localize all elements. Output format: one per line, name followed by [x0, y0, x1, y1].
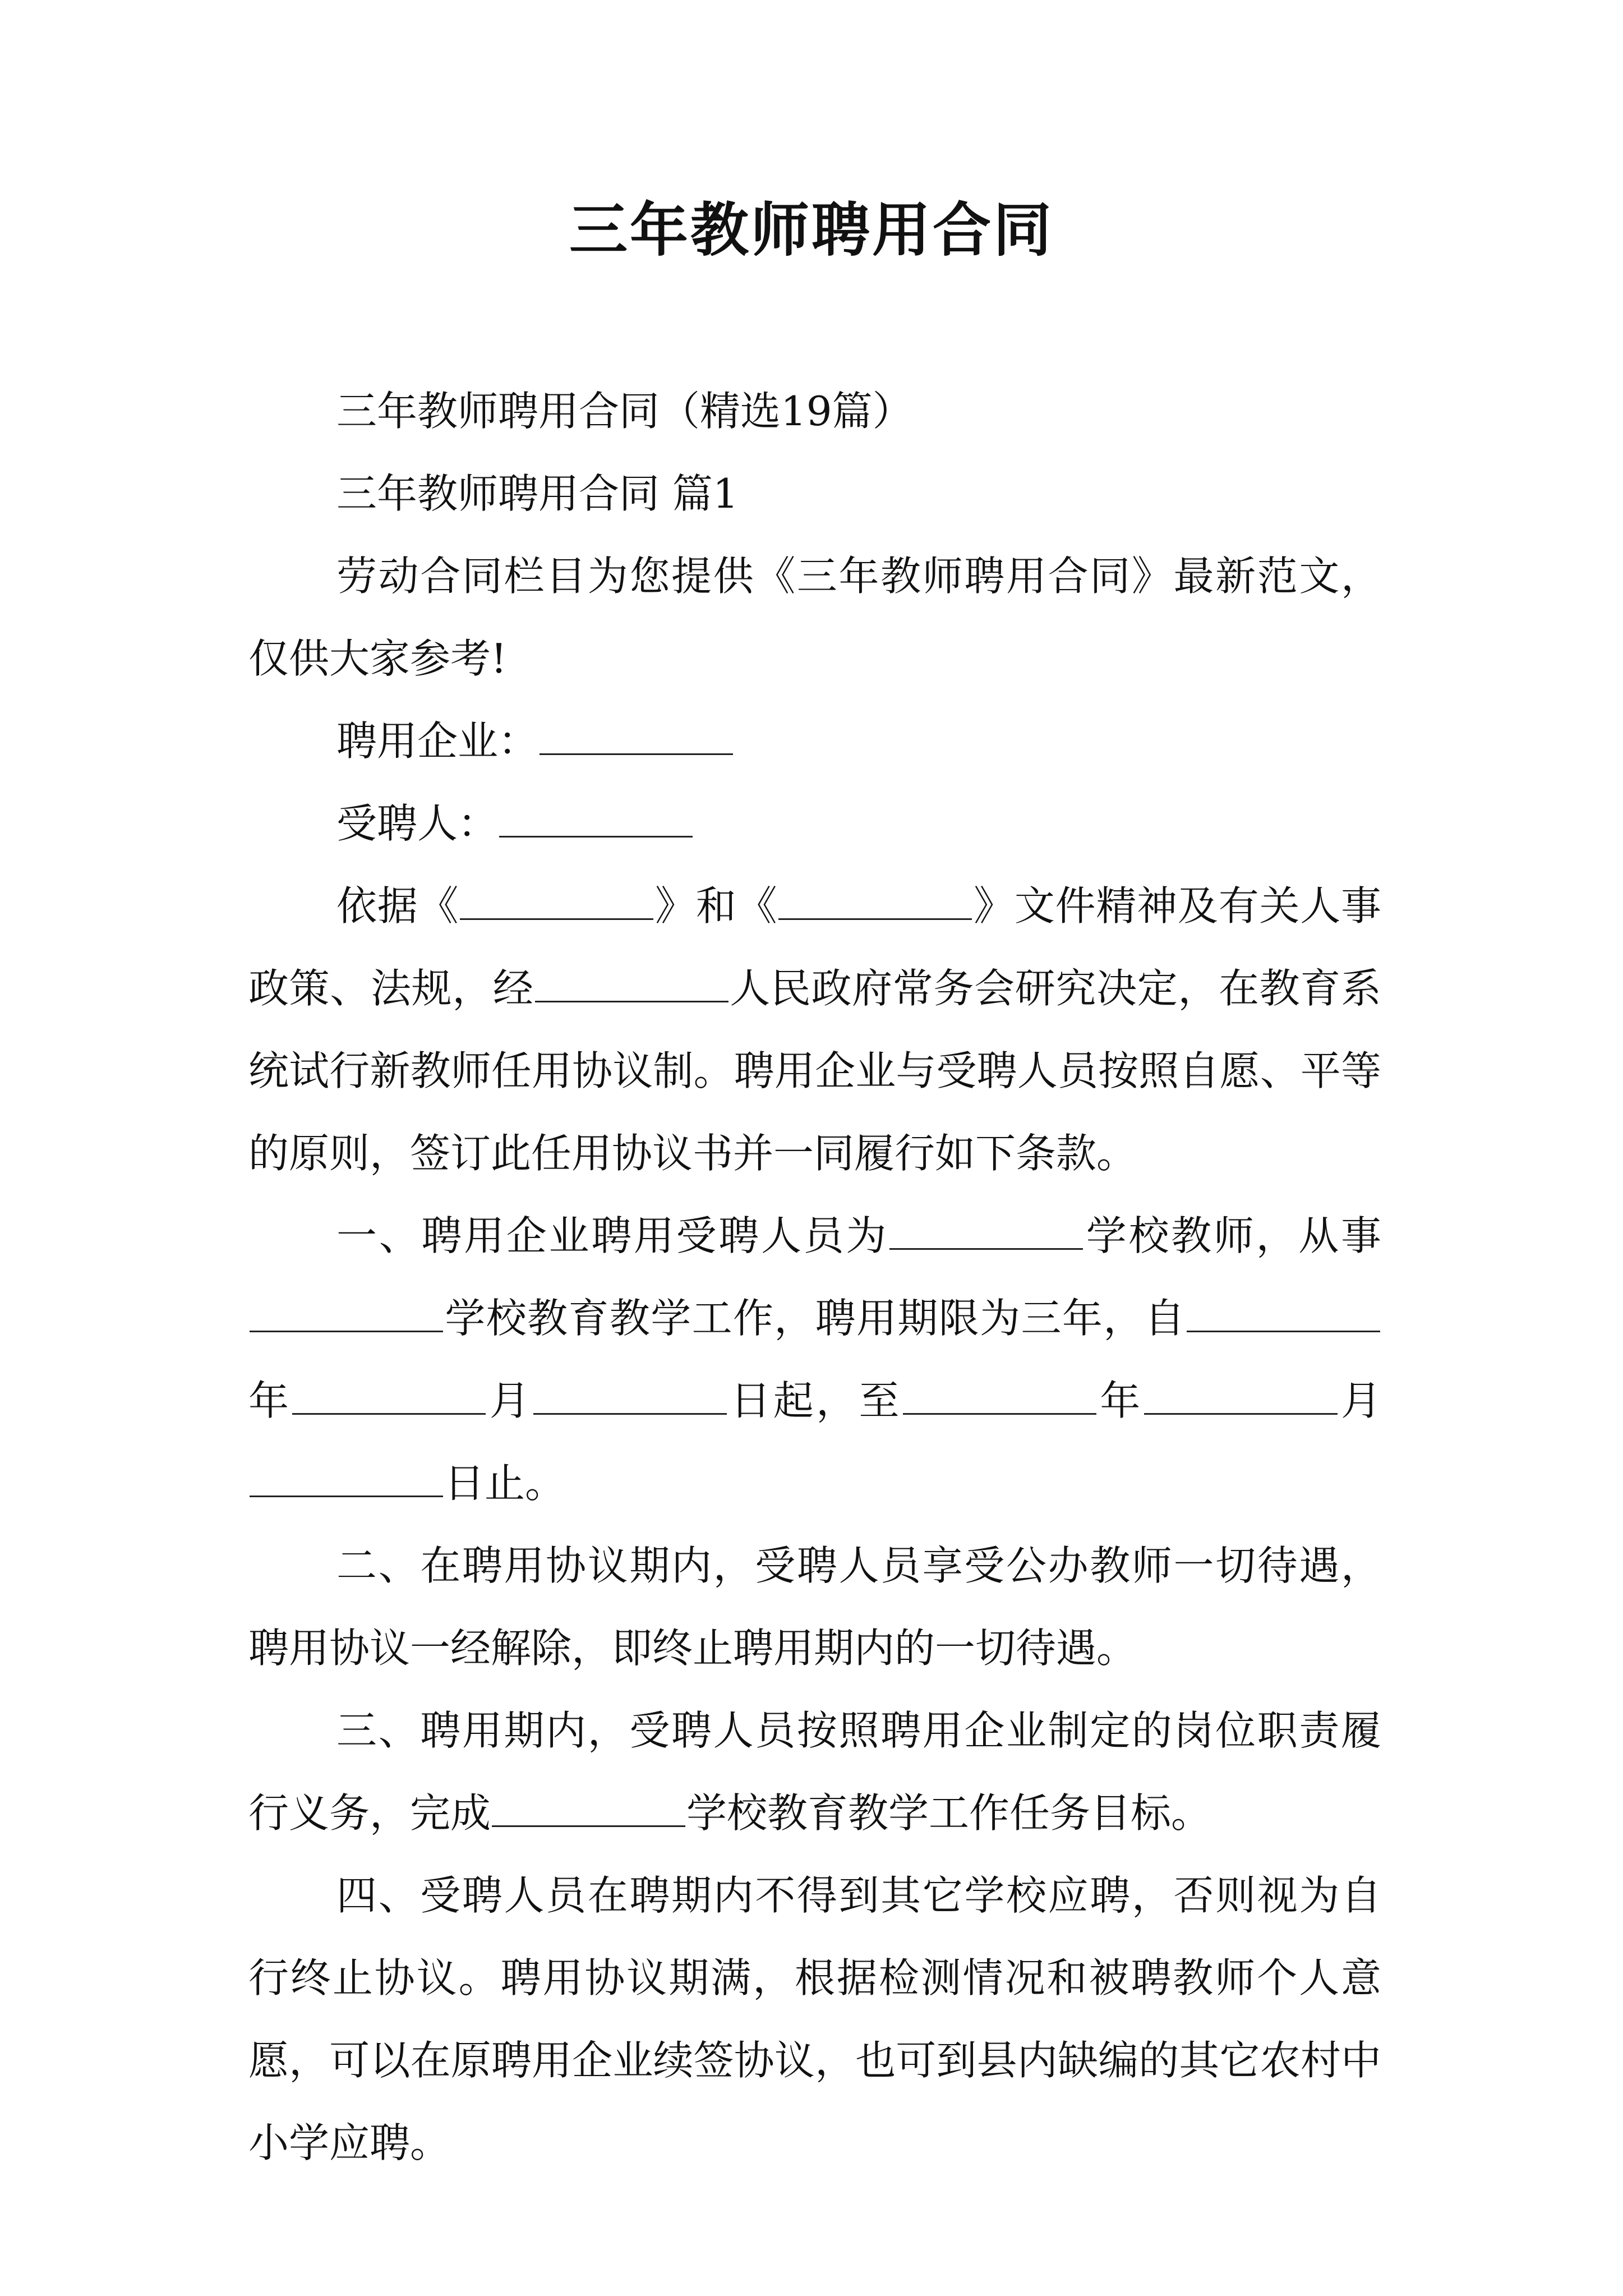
employer-blank: [540, 720, 733, 755]
clause1-text-7: 年: [1097, 1377, 1143, 1424]
clause3-text-1: 三、聘用期内，受聘人员按照聘用企业制定的岗位职责履行义务，完成: [248, 1707, 1381, 1837]
clause-2: 二、在聘用协议期内，受聘人员享受公办教师一切待遇，聘用协议一经解除，即终止聘用期内的一切待遇。: [248, 1542, 1381, 1672]
employee-line: [248, 783, 1381, 865]
employer-label: 聘用企业：: [336, 717, 539, 765]
document-title: 三年教师聘用合同: [569, 196, 1054, 264]
basis-text-3: 》文件精神及有关人事政策、法规，经: [248, 882, 1381, 1012]
clause1-text-5: 月: [487, 1377, 533, 1424]
clause1-blank-school: [889, 1214, 1083, 1250]
basis-blank-2: [778, 885, 972, 920]
clause1-text-9: 日止。: [444, 1460, 566, 1507]
employee-label: 受聘人：: [336, 800, 499, 847]
clause1-blank-work: [250, 1297, 443, 1332]
clause1-blank-start-year: [1187, 1297, 1380, 1332]
document-body: [248, 370, 1381, 2184]
clause3-text-2: 学校教育教学工作任务目标。: [686, 1789, 1212, 1837]
clause1-text-6: 日起，至: [728, 1377, 902, 1424]
clause1-text-2: 学校教师，从事: [1084, 1212, 1381, 1259]
clause1-blank-start-day: [533, 1379, 727, 1415]
employee-blank: [499, 802, 693, 838]
employer-line: [248, 700, 1381, 783]
clause3-blank: [492, 1792, 685, 1827]
clause1-text-1: 一、聘用企业聘用受聘人员为: [336, 1212, 889, 1259]
basis-text-2: 》和《: [654, 882, 778, 930]
clause1-text-8: 月: [1338, 1377, 1381, 1424]
clause1-blank-end-day: [250, 1462, 443, 1497]
clause1-blank-end-month: [1144, 1379, 1338, 1415]
basis-paragraph: [248, 865, 1381, 1195]
clause1-text-4: 年: [248, 1377, 292, 1424]
basis-text-1: 依据《: [336, 882, 459, 930]
basis-blank-3: [535, 967, 728, 1002]
section-heading: 三年教师聘用合同 篇1: [336, 470, 739, 517]
clause1-blank-start-month: [292, 1379, 486, 1415]
clause-1: [248, 1195, 1381, 1525]
clause-4: 四、受聘人员在聘期内不得到其它学校应聘，否则视为自行终止协议。聘用协议期满，根据检测情况和被聘教师个人意愿，可以在原聘用企业续签协议，也可到县内缺编的其它农村中小学应聘。: [248, 1872, 1381, 2166]
subtitle: 三年教师聘用合同（精选19篇）: [336, 388, 913, 435]
clause-3: [248, 1690, 1381, 1855]
basis-blank-1: [460, 885, 653, 920]
intro-paragraph: 劳动合同栏目为您提供《三年教师聘用合同》最新范文，仅供大家参考!: [248, 553, 1381, 682]
clause1-text-3: 学校教育教学工作，聘用期限为三年，自: [444, 1295, 1186, 1342]
clause1-blank-end-year: [903, 1379, 1096, 1415]
basis-text-4: 人民政府常务会研究决定，在教育系统试行新教师任用协议制。聘用企业与受聘人员按照自愿、平等的原则，签订此任用协议书并一同履行如下条款。: [248, 965, 1381, 1177]
